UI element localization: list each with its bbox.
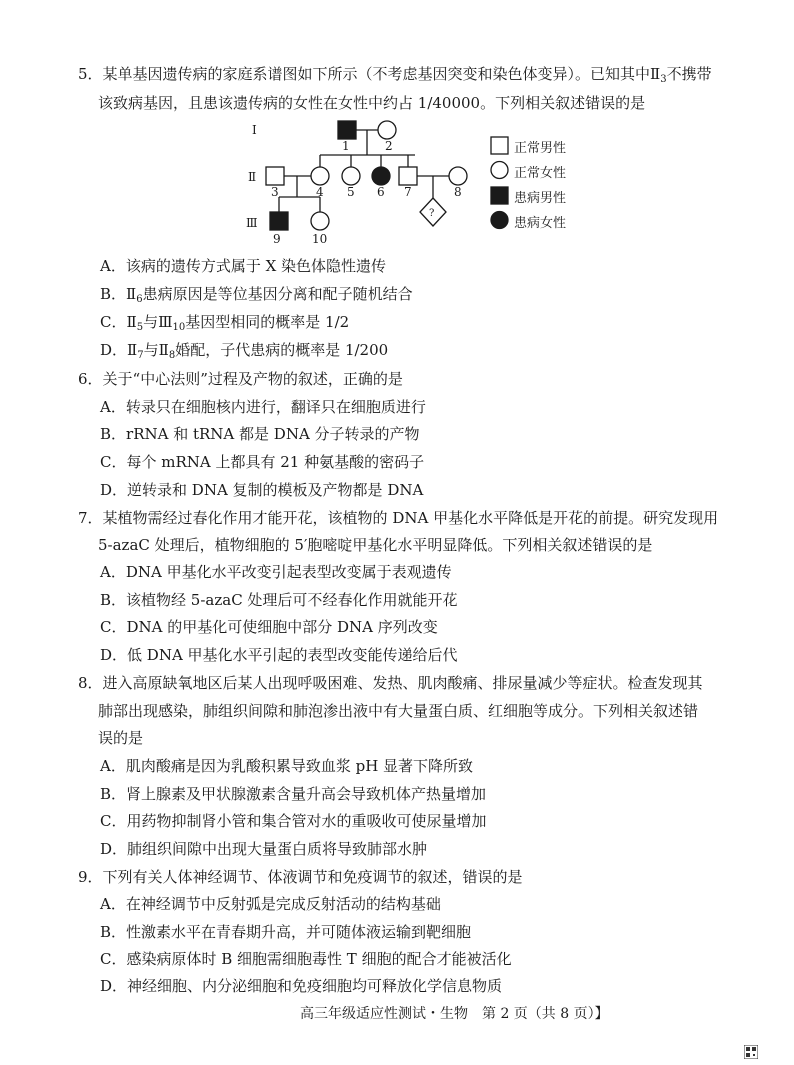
individual-10 xyxy=(311,212,329,230)
q8-stem-line1: 8．进入高原缺氧地区后某人出现呼吸困难、发热、肌肉酸痛、排尿量减少等症状。检查发现其 xyxy=(78,674,703,692)
individual-2 xyxy=(378,121,396,139)
q8-option-a: A．肌肉酸痛是因为乳酸积累导致血浆 pH 显著下降所致 xyxy=(100,757,474,775)
q7-option-a: A．DNA 甲基化水平改变引起表型改变属于表观遗传 xyxy=(100,563,452,581)
id-5: 5 xyxy=(347,185,355,199)
legend-normal-male: 正常男性 xyxy=(514,141,567,156)
individual-1 xyxy=(338,121,356,139)
q6-option-c: C．每个 mRNA 上都具有 21 种氨基酸的密码子 xyxy=(100,453,425,471)
pedigree-legend-symbols xyxy=(488,134,512,230)
q8-stem-line2: 肺部出现感染，肺组织间隙和肺泡渗出液中有大量蛋白质、红细胞等成分。下列相关叙述错 xyxy=(98,702,699,720)
id-3: 3 xyxy=(271,185,279,199)
individual-5 xyxy=(342,167,360,185)
q6-option-b: B．rRNA 和 tRNA 都是 DNA 分子转录的产物 xyxy=(100,425,420,443)
gen-label-II: Ⅱ xyxy=(248,170,257,184)
q8-option-b: B．肾上腺素及甲状腺激素含量升高会导致机体产热量增加 xyxy=(100,785,487,803)
q9-option-d: D．神经细胞、内分泌细胞和免疫细胞均可释放化学信息物质 xyxy=(100,977,503,995)
q5-option-d: D．$Ⅱ_7$与$Ⅱ_8$婚配，子代患病的概率是 1/200 xyxy=(100,341,389,361)
gen-label-I: Ⅰ xyxy=(252,123,257,137)
qr-stamp xyxy=(744,1045,758,1059)
q5-option-b: B．$Ⅱ_6$患病原因是等位基因分离和配子随机结合 xyxy=(100,285,413,305)
id-2: 2 xyxy=(385,139,393,153)
gen-label-III: Ⅲ xyxy=(246,216,258,230)
q5-option-a: A．该病的遗传方式属于 X 染色体隐性遗传 xyxy=(100,257,387,275)
unknown-mark: ? xyxy=(429,208,435,219)
q5-stem-line2: 该致病基因，且患该遗传病的女性在女性中约占 1/40000。下列相关叙述错误的是 xyxy=(98,94,646,112)
q9-option-a: A．在神经调节中反射弧是完成反射活动的结构基础 xyxy=(100,895,441,913)
individual-7 xyxy=(399,167,417,185)
q7-option-c: C．DNA 的甲基化可使细胞中部分 DNA 序列改变 xyxy=(100,618,438,636)
individual-8 xyxy=(449,167,467,185)
q9-option-c: C．感染病原体时 B 细胞需细胞毒性 T 细胞的配合才能被活化 xyxy=(100,950,512,968)
q8-stem-line3: 误的是 xyxy=(98,729,144,747)
q6-stem: 6．关于“中心法则”过程及产物的叙述，正确的是 xyxy=(78,370,403,388)
legend-normal-female: 正常女性 xyxy=(514,166,567,181)
q8-option-d: D．肺组织间隙中出现大量蛋白质将导致肺部水肿 xyxy=(100,840,428,858)
id-6: 6 xyxy=(377,185,385,199)
id-10: 10 xyxy=(312,232,328,246)
legend-affected-male: 患病男性 xyxy=(514,191,567,206)
q6-option-a: A．转录只在细胞核内进行，翻译只在细胞质进行 xyxy=(100,398,426,416)
id-4: 4 xyxy=(316,185,324,199)
id-9: 9 xyxy=(273,232,281,246)
q7-option-d: D．低 DNA 甲基化水平引起的表型改变能传递给后代 xyxy=(100,646,458,664)
q7-stem-line2: 5-azaC 处理后，植物细胞的 5′胞嘧啶甲基化水平明显降低。下列相关叙述错误的是 xyxy=(98,536,653,554)
page-footer: 高三年级适应性测试・生物 第 2 页（共 8 页）】 xyxy=(300,1006,609,1022)
q5-option-c: C．$Ⅱ_5$与$Ⅲ_{10}$基因型相同的概率是 1/2 xyxy=(100,313,350,333)
q8-option-c: C．用药物抑制肾小管和集合管对水的重吸收可使尿量增加 xyxy=(100,812,487,830)
id-7: 7 xyxy=(404,185,412,199)
individual-4 xyxy=(311,167,329,185)
q9-option-b: B．性激素水平在青春期升高，并可随体液运输到靶细胞 xyxy=(100,923,472,941)
individual-6 xyxy=(372,167,390,185)
q7-stem-line1: 7．某植物需经过春化作用才能开花，该植物的 DNA 甲基化水平降低是开花的前提。研究发现用 xyxy=(78,509,719,527)
legend-affected-female: 患病女性 xyxy=(514,216,567,231)
id-1: 1 xyxy=(342,139,350,153)
id-8: 8 xyxy=(454,185,462,199)
q9-stem: 9．下列有关人体神经调节、体液调节和免疫调节的叙述，错误的是 xyxy=(78,868,523,886)
pedigree-chart xyxy=(240,112,480,250)
q5-stem-line1: 5．某单基因遗传病的家庭系谱图如下所示（不考虑基因突变和染色体变异）。已知其中$Ⅱ_3$不携带 xyxy=(78,65,712,85)
individual-3 xyxy=(266,167,284,185)
q6-option-d: D．逆转录和 DNA 复制的模板及产物都是 DNA xyxy=(100,481,424,499)
individual-9 xyxy=(270,212,288,230)
q7-option-b: B．该植物经 5-azaC 处理后可不经春化作用就能开花 xyxy=(100,591,458,609)
